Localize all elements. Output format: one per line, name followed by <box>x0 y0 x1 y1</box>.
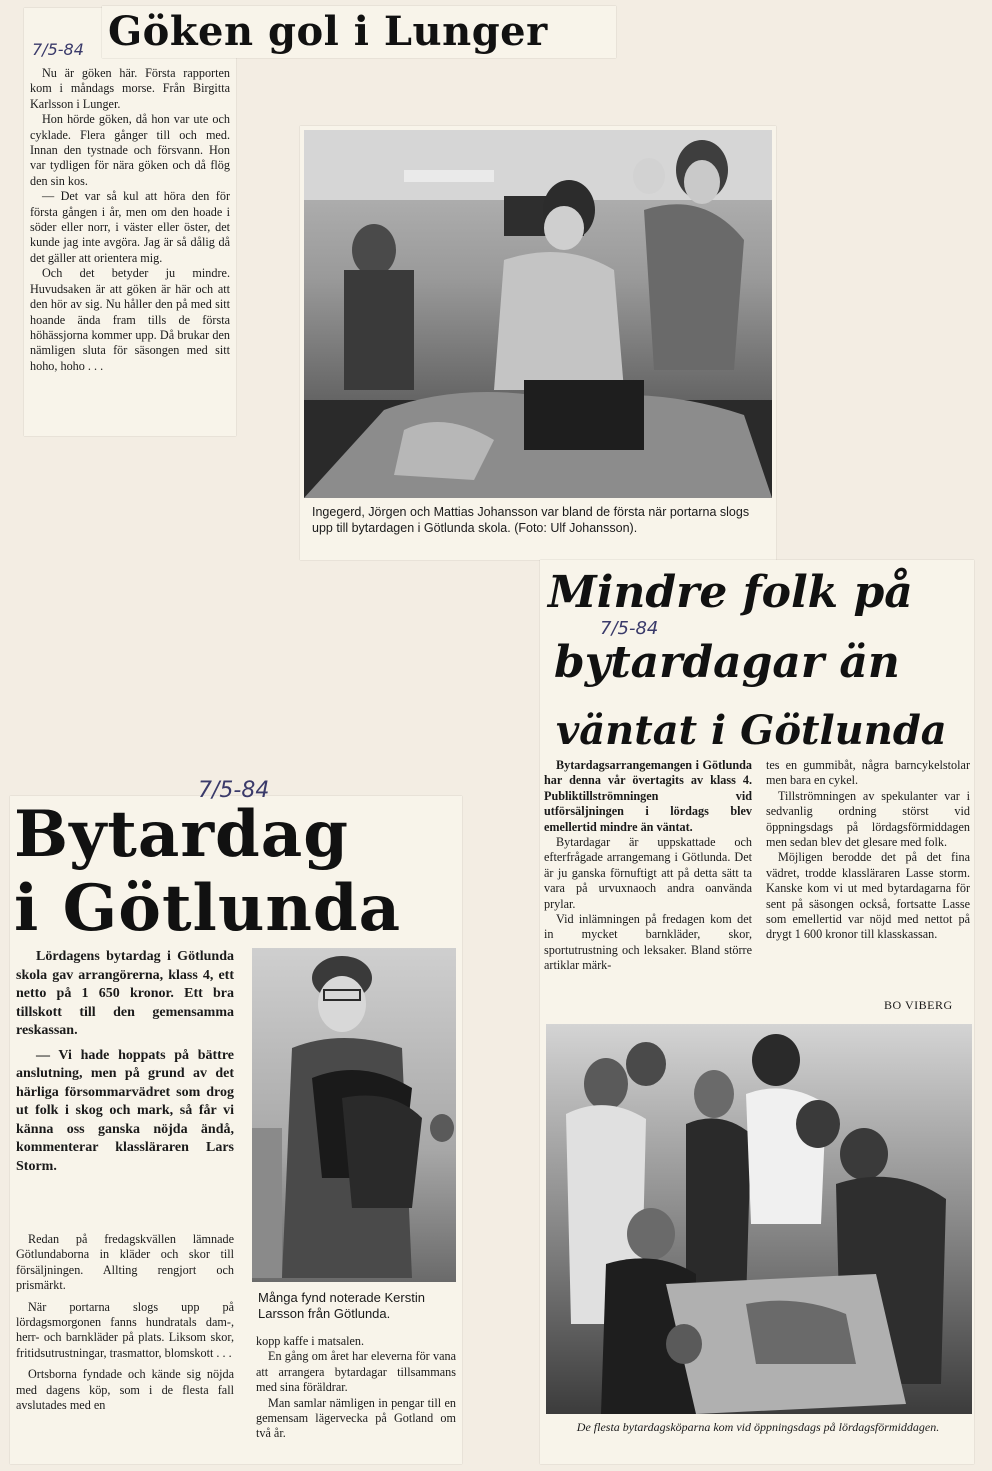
headline-goken: Göken gol i Lunger <box>108 8 548 55</box>
mindre-folk-lead: Bytardagsarrangemangen i Götlunda har denna vår övertagits av klass 4. Publiktillströmningen vid utförsäljningen i lördags blev emellertid mindre än väntat. <box>544 758 752 834</box>
goken-p3: — Det var så kul att höra den för första gången i år, men om den hoade i söder eller norr, i väster eller öster, det kunde jag inte avgöra. Jag är så dålig då det gäller att orientera mig. <box>30 189 230 265</box>
date-note-mindre-folk: 7/5-84 <box>600 618 659 639</box>
bytardag-c2p1: kopp kaffe i matsalen. <box>256 1334 365 1348</box>
bytardag-col2-body <box>256 1334 456 1442</box>
photo-image-2 <box>546 1024 972 1414</box>
photo-caption-3: Många fynd noterade Kerstin Larsson från Götlunda. <box>258 1290 425 1321</box>
photo-image-3 <box>252 948 456 1282</box>
bytardag-c2p2: En gång om året har eleverna för vana att arrangera bytardagar tillsammans med sina föräldrar. <box>256 1349 456 1395</box>
photo-children-table <box>546 1024 972 1414</box>
date-note-bytardag: 7/5-84 <box>198 778 270 803</box>
photo-kerstin-larsson <box>252 948 456 1282</box>
mindre-folk-c2p3: Möjligen berodde det på det fina vädret, trodde klassläraren Lasse storm. Kanske kom vi ut med bytardagarna för sent på säsongen också, fortsatte Lasse som emellertid var nöjd med nettot på drygt 1 600 kronor till klasskassan. <box>766 850 970 942</box>
goken-p4: Och det betyder ju mindre. Huvudsaken är att göken är här och att den hör av sig. Nu håller den på med sitt hoande ända fram tills de första höhässjorna kommer upp. Då brukar den nämligen sluta för säsongen med sitt hoho, hoho . . . <box>30 266 230 373</box>
bytardag-quote: — Vi hade hoppats på bättre anslutning, men på grund av det härliga försommarvädret som drog ut folk i skog och mark, så får vi känna oss ganska nöjda ändå, kommenterar klassläraren Lars Storm. <box>16 1047 234 1174</box>
headline-mindre-folk-3: väntat i Götlunda <box>556 707 947 754</box>
headline-bytardag-2: i Götlunda <box>14 871 402 946</box>
bytardag-c2p3: Man samlar nämligen in pengar till en gemensam lägervecka på Gotland om två år. <box>256 1395 456 1441</box>
bytardag-p2: När portarna slogs upp på lördagsmorgonen fanns hundratals dam-, herr- och barnkläder på plats. Liksom skor, fritidsutrustningar, trasmattor, blomskott . . . <box>16 1299 234 1360</box>
bytardag-lead <box>16 948 234 1176</box>
bytardag-p1: Redan på fredagskvällen lämnade Götlundaborna in kläder och skor till försäljningen. Allting rengjort och prismärkt. <box>16 1232 234 1293</box>
bytardag-p3: Ortsborna fyndade och kände sig nöjda med dagens köp, som i de flesta fall avslutades med en <box>16 1367 234 1413</box>
bytardag-lead-text: Lördagens bytardag i Götlunda skola gav arrangörerna, klass 4, ett netto på 1 650 kronor. Ett bra tillskott till den gemensamma reskassan. <box>16 949 234 1038</box>
photo-caption-1: Ingegerd, Jörgen och Mattias Johansson var bland de första när portarna slogs upp till bytardagen i Götlunda skola. (Foto: Ulf Johansson). <box>312 505 750 535</box>
goken-p2: Hon hörde göken, då hon var ute och cyklade. Flera gånger till och med. Innan den tystnade och försvann. Hon var tydligen för nära göken och då flög den sin kos. <box>30 112 230 188</box>
headline-mindre-folk-1: Mindre folk på <box>548 567 913 618</box>
headline-mindre-folk-2: bytardagar än <box>554 637 900 688</box>
goken-p1: Nu är göken här. Första rapporten kom i måndags morse. Från Birgitta Karlsson i Lunger. <box>30 66 230 111</box>
bytardag-col1-body <box>16 1232 234 1413</box>
photo-caption-2: De flesta bytardagsköparna kom vid öppningsdags på lördagsförmiddagen. <box>576 1420 940 1434</box>
mindre-folk-c1p1: Bytardagar är uppskattade och efterfrågade arrangemang i Götlunda. Det är ju ganska förnuftigt att på detta sätt ta vara på urvuxnaoch andra oanvända prylar. <box>544 835 752 911</box>
date-note-goken: 7/5-84 <box>32 40 84 59</box>
mindre-folk-c2p1: tes en gummibåt, några barncykelstolar men bara en cykel. <box>766 758 970 788</box>
mindre-folk-c1p2: Vid inlämningen på fredagen kom det in mycket barnkläder, skor, sportutrustning och leksaker. Bland större artiklar märk- <box>544 912 752 973</box>
article-goken <box>30 66 230 374</box>
photo-image <box>304 130 772 498</box>
photo-bytardag-sale <box>304 130 772 498</box>
mindre-folk-col1 <box>544 758 752 974</box>
mindre-folk-c2p2: Tillströmningen av spekulanter var i sedvanlig ordning störst vid öppningsdags på lördagsförmiddagen men sedan blev det glesare med folk. <box>766 788 970 850</box>
byline-bo-viberg: BO VIBERG <box>884 998 953 1012</box>
mindre-folk-col2 <box>766 758 970 943</box>
headline-bytardag-1: Bytardag <box>14 797 349 872</box>
